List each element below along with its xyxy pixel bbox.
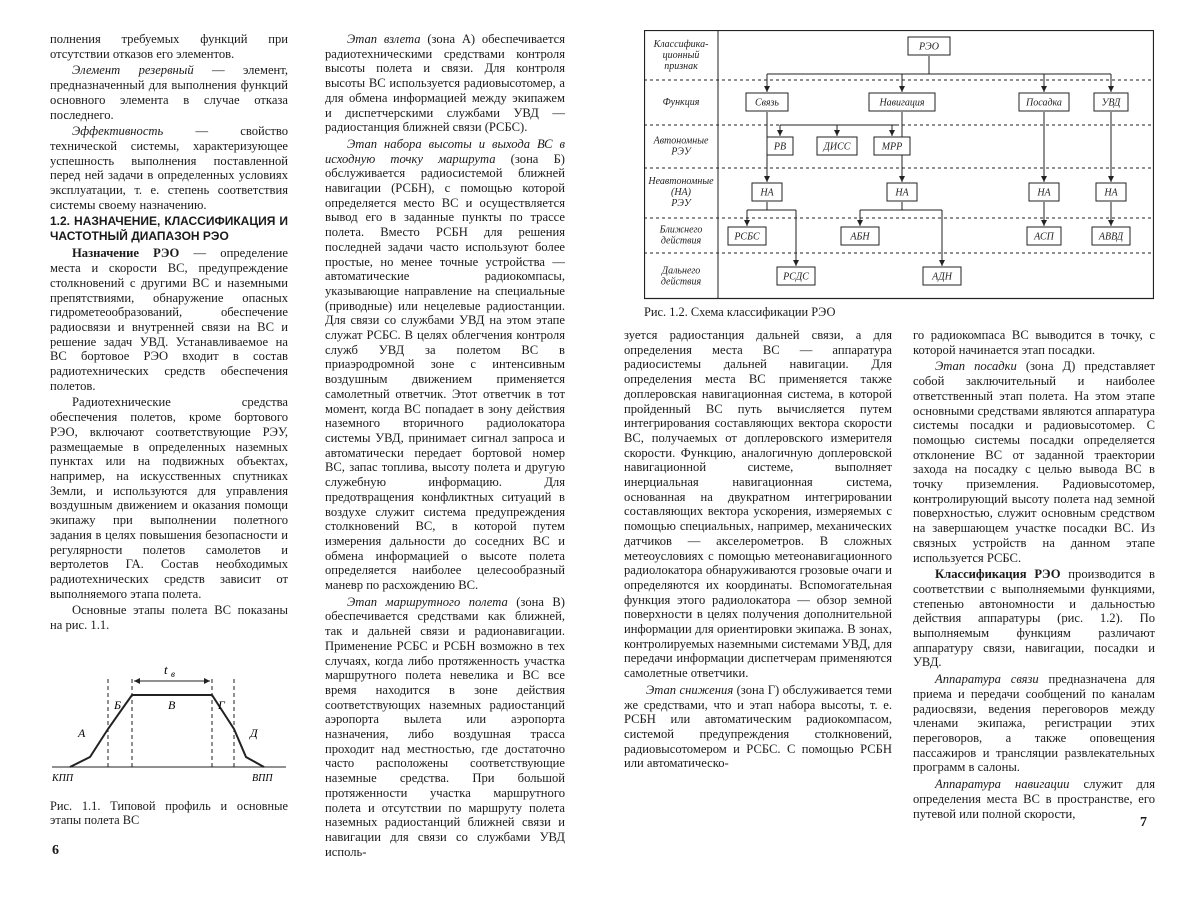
section-heading: 1.2. НАЗНАЧЕНИЕ, КЛАССИФИКАЦИЯ И ЧАСТОТНЫЙ ДИАПАЗОН РЭО — [50, 214, 288, 244]
row-label: ционный — [662, 50, 700, 61]
arrow-head — [1041, 176, 1047, 182]
paragraph: Этап взлета (зона А) обеспечивается радиотехническими средствами контроля высоты полета и связи. Для контроля высоты ВС используется радиовысотомер, а для обмена информацией между экипажем и диспетчерскими службами УВД — радиостанция ближней связи (РСБС). — [325, 32, 565, 135]
function-node-label: Посадка — [1026, 97, 1062, 109]
row-label: признак — [664, 61, 698, 72]
short-range-node-label: АБН — [850, 231, 870, 243]
arrow-head — [1041, 220, 1047, 226]
term: Элемент резервный — [72, 63, 194, 78]
arrow-head — [777, 130, 783, 136]
zone-a-label: А — [78, 725, 86, 740]
left-page-column-1 — [50, 32, 288, 830]
paragraph: полнения требуемых функций при отсутствии отказов его элементов. — [50, 32, 288, 61]
row-label: Неавтономные — [648, 176, 714, 187]
right-page — [600, 0, 1200, 898]
term: Аппаратура связи — [935, 672, 1039, 687]
arrow-head — [1108, 220, 1114, 226]
paragraph: Радиотехнические средства обеспечения полетов, кроме бортового РЭО, включают соответствующие РЭУ, размещаемые в определенных наземных пунктах или на подвижных объектах, например, на искусственных спутниках Земли, и используются для управления воздушным движением и оказания помощи экипажу при выполнении полетного задания в целях повышения безопасности и регулярности полетов самолетов и вертолетов ГА. Состав необходимых радиотехнических средств зависит от выполняемого этапа полета. — [50, 395, 288, 601]
function-node-label: УВД — [1101, 97, 1121, 109]
left-page-column-2 — [325, 32, 565, 861]
row-label: действия — [660, 235, 702, 247]
paragraph: Аппаратура навигации служит для определения места ВС в пространстве, его путевой или полной скорости, — [913, 777, 1155, 821]
arrow-head — [204, 678, 210, 684]
row-label: действия — [660, 276, 702, 288]
row-label: РЭУ — [671, 146, 691, 158]
paragraph: Элемент резервный — элемент, предназначенный для выполнения функций основного элемента в случае отказа последнего. — [50, 63, 289, 122]
arrow-head — [889, 130, 895, 136]
nonautonomous-node-label: НА — [1037, 187, 1051, 199]
short-range-node-label: АВВД — [1098, 231, 1124, 243]
arrow-head — [764, 86, 770, 92]
row-label: РЭУ — [671, 198, 691, 209]
tv-label-sub: в — [171, 668, 175, 679]
long-range-node-label: АДН — [932, 271, 952, 283]
arrow-head — [899, 86, 905, 92]
row-label: Автономные — [653, 135, 709, 147]
row-label: Функция — [662, 97, 700, 108]
term: Этап набора высоты и выхода ВС в исходную точку маршрута — [325, 136, 565, 166]
autonomous-node-label: МРР — [881, 141, 903, 153]
arrow-head — [939, 260, 945, 266]
tv-label: t — [164, 661, 168, 677]
paragraph: Классификация РЭО производится в соответствии с выполняемыми функциями, степенью автономности и дальностью действия аппаратуры (рис. 1.2). По выполняемым функциям различают аппаратуру связи, навигации, посадки и УВД. — [913, 567, 1156, 670]
figure-caption: Рис. 1.2. Схема классификации РЭО — [644, 305, 836, 319]
row-labels — [647, 39, 714, 288]
page-number: 6 — [52, 843, 59, 858]
term: Эффективность — [72, 124, 164, 139]
root-reo-label: РЭО — [919, 41, 939, 53]
row-label: (НА) — [671, 187, 691, 198]
flight-profile-line — [70, 695, 264, 767]
term: Этап снижения — [646, 682, 734, 697]
arrow-head — [793, 260, 799, 266]
kpp-label: КПП — [52, 772, 74, 784]
paragraph: Аппаратура связи предназначена для приема и передачи сообщений по каналам радиосвязи, ведения переговоров между членами экипажа, регистрации этих переговоров, а также оповещения пассажиров и трансляции развлекательных программ в салоны. — [913, 672, 1155, 775]
right-page-column-2 — [913, 328, 1155, 823]
nonautonomous-node-label: НА — [1104, 187, 1118, 199]
vpp-label: ВПП — [252, 772, 273, 784]
autonomous-node-label: РВ — [773, 141, 787, 153]
row-label: Классифика- — [653, 39, 709, 50]
arrow-head — [1108, 176, 1114, 182]
zone-v-label: В — [168, 697, 176, 712]
row-label: Ближнего — [659, 224, 703, 236]
arrow-head — [857, 220, 863, 226]
short-range-node-label: АСП — [1034, 231, 1054, 243]
right-page-column-1 — [624, 328, 892, 773]
arrow-head — [134, 678, 140, 684]
paragraph: Назначение РЭО — определение места и скорости ВС, предупреждение столкновений с другими ВС и наземными препятствиями, обнаружение опасных гидрометеообразований, обеспечение радиосвязи и внутренней связи на ВС и решение задач УВД. Устанавливаемое на ВС бортовое РЭО входит в состав радиотехнических средств обеспечения полетов. — [50, 246, 288, 393]
classification-diagram — [644, 30, 1154, 300]
zone-g-label: Г — [218, 697, 225, 712]
paragraph: Этап маршрутного полета (зона В) обеспечивается средствами как ближней, так и дальней связи и радионавигации. Применение РСБС и РСБН возможно в тех случаях, когда либо протяженность участка маршрутного полета невелика и ВС все время находится в зоне действия соответствующих наземных радиостанций аэропорта вылета или аэропорта назначения, либо воздушная трасса проходит над местностью, где достаточно часто расположены соответствующие наземные средства. При большой протяженности участка маршрутного полета и отсутствии по маршруту полета наземных радиостанций ближней связи и навигации для связи со службами УВД исполь- — [325, 594, 565, 859]
paragraph: Этап снижения (зона Г) обслуживается теми же средствами, что и этап набора высоты, т. е. РСБН или автоматическим радиокомпасом, системой предупреждения столкновений, радиовысотомером и РСБС. С помощью РСБН или автоматическо- — [624, 682, 892, 771]
page-number: 7 — [1140, 815, 1147, 830]
nonautonomous-node-label: НА — [760, 187, 774, 199]
term: Назначение РЭО — [72, 246, 180, 261]
term: Этап маршрутного полета — [347, 594, 508, 609]
paragraph: зуется радиостанция дальней связи, а для определения места ВС — аппаратура радиосистемы дальней навигации. Для определения места ВС применяется также доплеровская навигационная система, в которой пройденный ВС путь вычисляется путем интегрирования составляющих вектора скорости ВС, получаемых от доплеровского измерителя скорости. Функцию, аналогичную доплеровской навигационной системе, выполняет инерциальная навигационная система, основанная на двукратном интегрировании составляющих вектора ускорения, измеряемых с помощью специальных, например, механических датчиков — акселерометров. В сложных метеоусловиях с помощью метеонавигационного радиолокатора обнаруживаются грозовые очаги и определяются их координаты. Вспомогательная функция этого радиолокатора — обзор земной поверхности в целях получения дополнительной информации для ориентировки экипажа. В зонах, контролируемых наземными системами УВД, для передачи информации диспетчерам применяются самолетные ответчики. — [624, 328, 892, 681]
paragraph: Этап набора высоты и выхода ВС в исходную точку маршрута (зона Б) обслуживается радиосистемой ближней навигации (РСБН), с помощью которой определяется место ВС и осуществляется вывод его в заданные пункты по трассе полета. Вместо РСБН для решения последней задачи часто используют более простые, но менее точные устройства — автоматические радиокомпасы, указывающие направление на специальные (приводные) или нецелевые радиостанции. Для связи со службами УВД на этом этапе служат РСБС. В целях облегчения контроля служб УВД за полетом ВС в приаэродромной зоне с интенсивным воздушным движением применяется самолетный ответчик. Этот ответчик в тот момент, когда ВС попадает в зону действия наземного вторичного радиолокатора системы УВД, принимает сигнал запроса и автоматически передает бортовой номер ВС, запас топлива, высоту полета и другую служебную информацию. Для предотвращения конфликтных ситуаций в воздухе служит система предупреждения столкновений ВС, в которой путем измерения дальности до соседних ВС и обмена информацией о высоте полета определяется наиболее целесообразный маневр по расхождению ВС. — [325, 136, 565, 593]
flight-profile-figure — [50, 659, 288, 789]
paragraph: го радиокомпаса ВС выводится в точку, с которой начинается этап посадки. — [913, 328, 1155, 357]
term: Этап посадки — [935, 359, 1017, 374]
diagram-frame — [645, 31, 1154, 299]
arrow-head — [834, 130, 840, 136]
figure-caption: Рис. 1.1. Типовой профиль и основные этапы полета ВС — [50, 798, 288, 828]
term: Классификация РЭО — [935, 567, 1061, 582]
arrow-head — [764, 176, 770, 182]
function-node-label: Навигация — [879, 97, 925, 109]
paragraph: Основные этапы полета ВС показаны на рис. 1.1. — [50, 603, 288, 633]
arrow-head — [1108, 86, 1114, 92]
autonomous-node-label: ДИСС — [823, 141, 851, 153]
zone-b-label: Б — [114, 697, 122, 712]
term: Аппаратура навигации — [935, 777, 1070, 792]
arrow-head — [1041, 86, 1047, 92]
zone-d-label: Д — [250, 725, 258, 740]
function-node-label: Связь — [755, 97, 779, 109]
nonautonomous-node-label: НА — [895, 187, 909, 199]
paragraph: Этап посадки (зона Д) представляет собой заключительный и наиболее ответственный этап полета. На этом этапе основными средствами являются аппаратура системы посадки и радиовысотомер. С помощью системы посадки определяется отклонение ВС от заданной траектории захода на посадку с целью вывода ВС в точку приземления. Радиовысотомер, контролирующий высоту полета над земной поверхностью, служит основным средством на завершающем участке посадки ВС. Из связных устройств на данном этапе используется РСБС. — [913, 359, 1155, 565]
short-range-node-label: РСБС — [734, 231, 760, 243]
arrow-head — [899, 176, 905, 182]
row-label: Дальнего — [661, 265, 701, 277]
paragraph: Эффективность — свойство технической системы, характеризующее успешность выполнения поставленной перед ней задачи в определенных условиях эксплуатации, т. е. степень соответствия системы своему назначению. — [50, 124, 288, 212]
term: Этап взлета — [347, 32, 421, 46]
long-range-node-label: РСДС — [783, 271, 809, 283]
arrow-head — [744, 220, 750, 226]
